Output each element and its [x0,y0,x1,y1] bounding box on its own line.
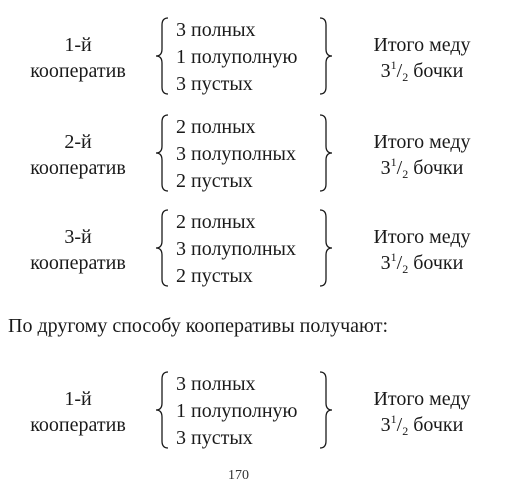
honey-total: Итого меду $3^1/_2$ бочки [373,34,471,84]
list-item: 2 пустых [176,170,253,192]
list-item: 3 полуполных [176,143,296,165]
left-brace [154,370,170,450]
list-item: 2 полных [176,116,256,138]
right-brace [318,16,334,96]
list-item: 3 пустых [176,73,253,95]
list-item: 2 пустых [176,265,253,287]
cooperative-label: 3-й кооператив [30,226,126,274]
list-item: 3 полных [176,19,256,41]
right-brace [318,113,334,193]
left-brace [154,208,170,288]
honey-total: Итого меду $3^1/_2$ бочки [373,131,471,181]
barrel-list [176,17,297,98]
list-item: 2 полных [176,211,256,233]
barrel-list [176,209,296,290]
list-item: 3 пустых [176,427,253,449]
page-number: 170 [228,468,249,483]
barrel-list [176,371,297,452]
barrel-list [176,114,296,195]
right-brace [318,208,334,288]
right-brace [318,370,334,450]
cooperative-label: 2-й кооператив [30,131,126,179]
cooperative-label: 1-й кооператив [30,34,126,82]
list-item: 1 полуполную [176,46,298,68]
list-item: 3 полуполных [176,238,296,260]
honey-total: Итого меду $3^1/_2$ бочки [373,226,471,276]
body-text: По другому способу кооперативы получают: [8,315,388,337]
left-brace [154,113,170,193]
list-item: 1 полуполную [176,400,298,422]
cooperative-label: 1-й кооператив [30,388,126,436]
left-brace [154,16,170,96]
list-item: 3 полных [176,373,256,395]
honey-total: Итого меду $3^1/_2$ бочки [373,388,471,438]
